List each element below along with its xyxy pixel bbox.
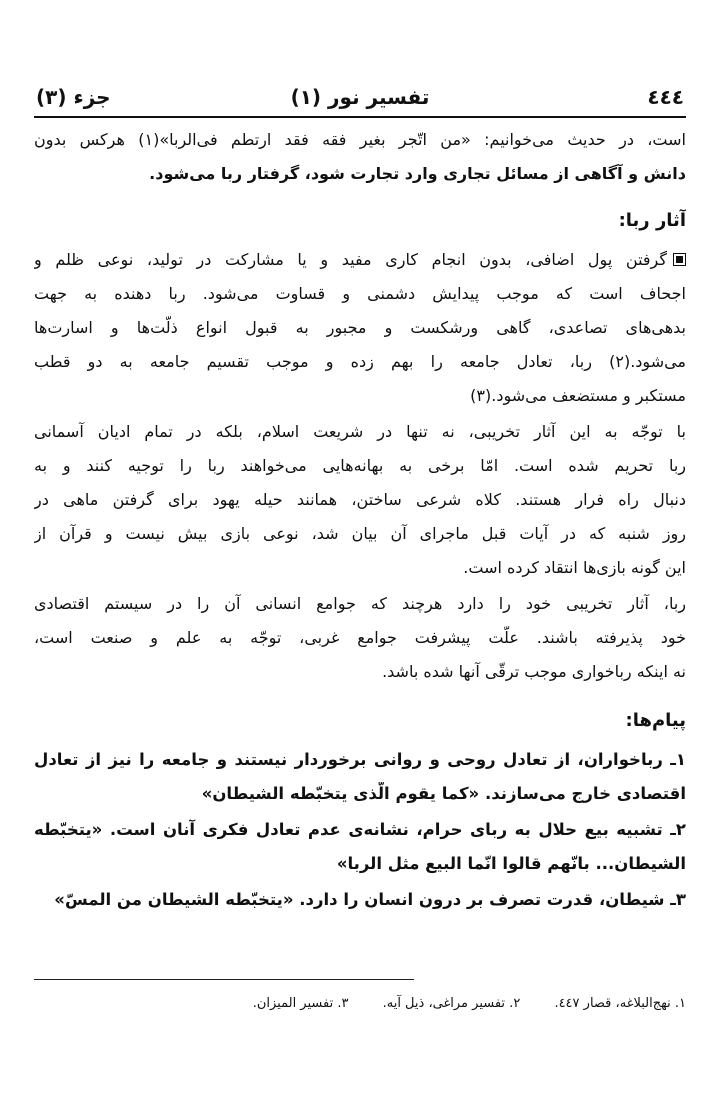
paragraph-line: روز شنبه که در آیات قبل ماجرای آن بیان شد، نوعی بازی بیش نیست و قرآن از [34, 524, 686, 543]
intro-line: است، در حدیث می‌خوانیم: «من اتّجر بغیر فقه فقد ارتطم فی‌الربا»(١) هرکس بدون [34, 130, 686, 149]
footnotes [34, 994, 686, 1014]
footnote: ٣. تفسیر المیزان. [252, 996, 349, 1011]
paragraph-line: با توجّه به این آثار تخریبی، نه تنها در شریعت اسلام، بلکه در تمام ادیان آسمانی [34, 422, 686, 441]
section-heading-messages: پیام‌ها: [625, 710, 686, 731]
footnote-divider [34, 979, 414, 980]
paragraph-line: ربا، آثار تخریبی خود را دارد هرچند که جوامع انسانی آن را در سیستم اقتصادی [34, 594, 686, 613]
paragraph-line [34, 248, 686, 272]
message-line: ٣ـ شیطان، قدرت تصرف بر درون انسان را دارد. «یتخبّطه الشیطان من المسّ» [54, 890, 686, 909]
paragraph-line: ربا تحریم شده است. امّا برخی به بهانه‌هایی می‌خواهند ربا را توجیه کنند و به [34, 456, 686, 475]
book-title: تفسیر نور (١) [290, 85, 430, 109]
part-number: جزء (٣) [36, 85, 111, 109]
paragraph-line: بدهی‌های تصاعدی، گاهی ورشکست و مجبور به قبول انواع ذلّت‌ها و اسارت‌ها [34, 318, 686, 337]
footnote: ١. نهج‌البلاغه، قصار ٤٤٧. [554, 996, 686, 1011]
message-line: ١ـ رباخواران، از تعادل روحی و روانی برخوردار نیستند و جامعه را نیز از تعادل [34, 750, 686, 769]
section-heading-effects: آثار ربا: [618, 210, 686, 231]
page-number: ٤٤٤ [647, 85, 684, 109]
bullet-square-icon [673, 253, 686, 266]
paragraph-line: دنبال راه فرار هستند. کلاه شرعی ساختن، همانند حیله یهود برای گرفتن ماهی در [34, 490, 686, 509]
message-line: اقتصادی خارج می‌سازند. «کما یقوم الّذی یتخبّطه الشیطان» [201, 784, 686, 803]
message-line: الشیطان... بانّهم قالوا انّما البیع مثل الربا» [336, 854, 686, 873]
paragraph-line: اجحاف است که موجب پیدایش دشمنی و قساوت می‌شود. ربا دهنده به جهت [34, 284, 686, 303]
message-line: ٢ـ تشبیه بیع حلال به ربای حرام، نشانه‌ی عدم تعادل فکری آنان است. «یتخبّطه [34, 820, 686, 839]
paragraph-line-text: گرفتن پول اضافی، بدون انجام کاری مفید و یا مشارکت در تولید، نوعی ظلم و [34, 250, 667, 269]
intro-line: دانش و آگاهی از مسائل تجاری وارد تجارت شود، گرفتار ربا می‌شود. [149, 164, 686, 183]
footnote: ٢. تفسیر مراغی، ذیل آیه. [382, 996, 521, 1011]
page-header [34, 82, 686, 118]
paragraph-line: این گونه بازی‌ها انتقاد کرده است. [463, 558, 686, 577]
paragraph-line: می‌شود.(٢) ربا، تعادل جامعه را بهم زده و موجب تقسیم جامعه به دو قطب [34, 352, 686, 371]
paragraph-line: خود پذیرفته باشند. علّت پیشرفت جوامع غربی، توجّه به علم و صنعت است، [34, 628, 686, 647]
paragraph-line: نه اینکه رباخواری موجب ترقّی آنها شده باشد. [382, 662, 686, 681]
paragraph-line: مستکبر و مستضعف می‌شود.(٣) [470, 386, 686, 405]
book-page [34, 82, 686, 1082]
